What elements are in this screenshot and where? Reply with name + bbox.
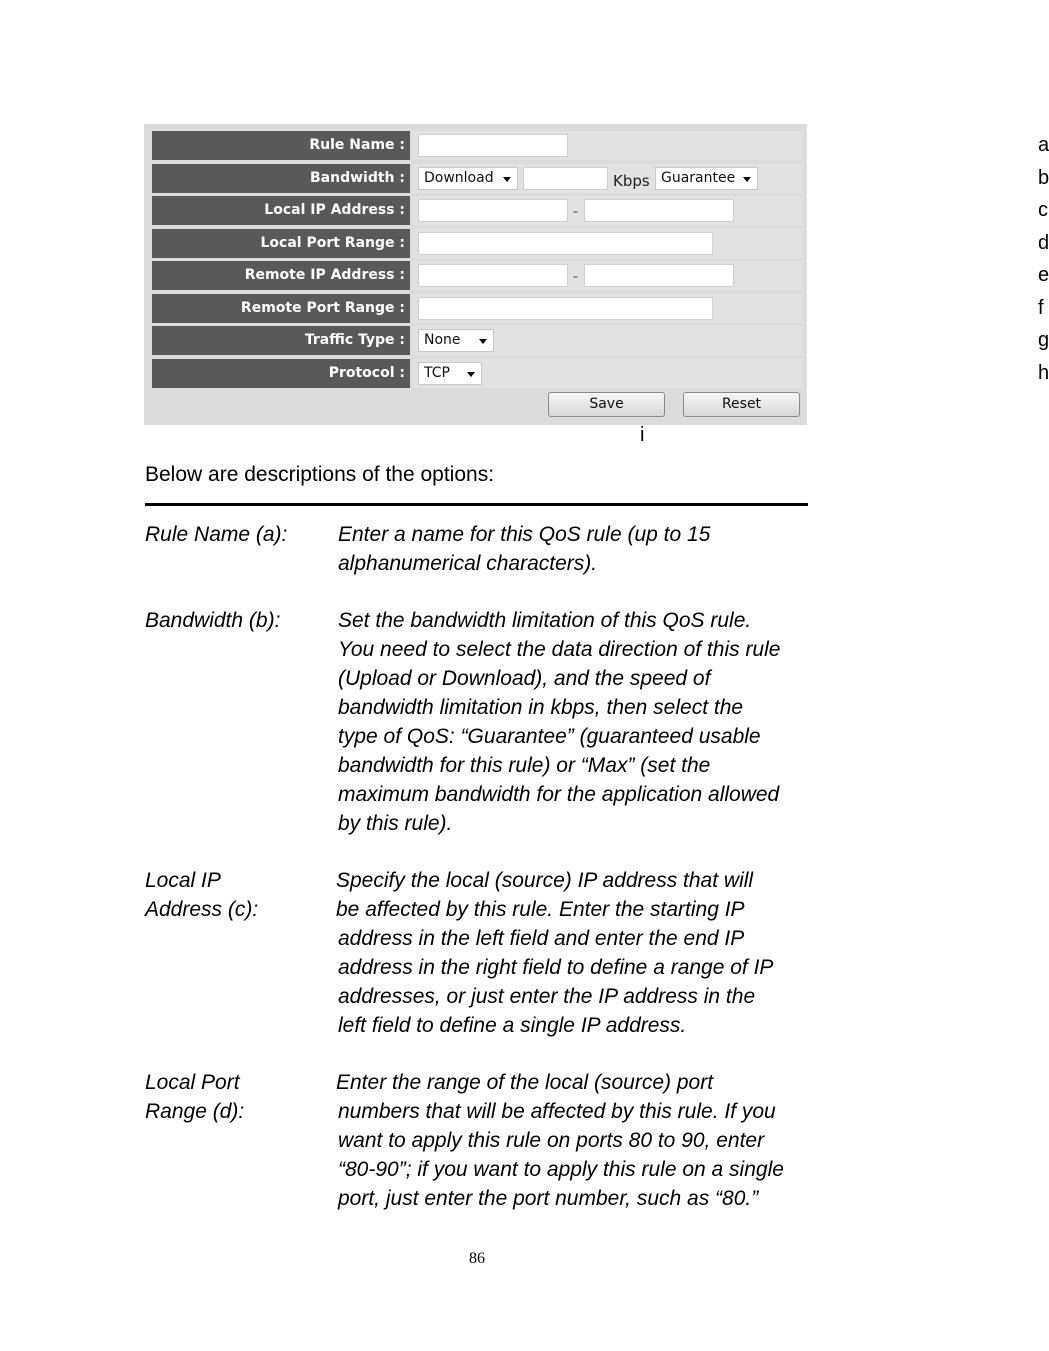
callout-h: h <box>1038 362 1049 384</box>
intro-text: Below are descriptions of the options: <box>145 463 495 486</box>
remote-ip-end-input[interactable] <box>584 264 734 287</box>
local-ip-end-input[interactable] <box>584 199 734 222</box>
remote-port-input[interactable] <box>418 297 713 320</box>
desc-local-ip: Specify the local (source) IP address that will be affected by this rule. Enter the starting IP address in the left field and enter the end IP address in the right field to define a range of IP addresses, or just enter the IP address in the left field to define a single IP address. <box>336 869 774 1037</box>
traffic-type-row <box>152 326 1049 355</box>
local-port-row <box>152 229 1049 258</box>
qos-rule-form <box>144 124 1049 425</box>
reset-button[interactable]: Reset <box>683 392 800 417</box>
local-port-label: Local Port Range : <box>152 229 410 258</box>
qos-type-select[interactable]: Guarantee <box>655 167 758 190</box>
direction-select[interactable]: Download <box>418 167 518 190</box>
protocol-label: Protocol : <box>152 359 410 388</box>
ip-separator: - <box>573 204 579 220</box>
chevron-down-icon <box>743 177 751 182</box>
callout-c: c <box>1038 199 1048 221</box>
page-number: 86 <box>469 1250 485 1267</box>
divider <box>145 503 808 506</box>
remote-port-label: Remote Port Range : <box>152 294 410 323</box>
local-ip-row <box>152 196 1048 225</box>
bandwidth-row <box>152 164 1049 193</box>
kbps-unit: Kbps <box>613 172 650 190</box>
protocol-row <box>152 359 1049 388</box>
desc-local-port: Enter the range of the local (source) port numbers that will be affected by this rule. If you want to apply this rule on ports 80 to 90, enter “80-90”; if you want to apply this rule on a single port, just enter the port number, such as “80.” <box>336 1071 784 1210</box>
bandwidth-input[interactable] <box>523 167 608 190</box>
callout-a: a <box>1038 134 1049 156</box>
term-local-ip: Local IP Address (c): <box>145 869 259 921</box>
rule-name-row <box>152 131 1049 160</box>
callout-g: g <box>1038 329 1049 351</box>
ip-separator: - <box>573 269 579 285</box>
callout-f: f <box>1038 297 1044 319</box>
rule-name-label: Rule Name : <box>152 131 410 160</box>
callout-e: e <box>1038 264 1049 286</box>
protocol-select[interactable]: TCP <box>418 362 482 385</box>
remote-ip-start-input[interactable] <box>418 264 568 287</box>
traffic-type-label: Traffic Type : <box>152 326 410 355</box>
desc-rule-name: Enter a name for this QoS rule (up to 15 alphanumerical characters). <box>338 523 711 575</box>
save-button[interactable]: Save <box>548 392 665 417</box>
desc-bandwidth: Set the bandwidth limitation of this QoS rule. You need to select the data direction of this rule (Upload or Download), and the speed of bandwidth limitation in kbps, then select the type of QoS: “Guarantee” (guaranteed usable bandwidth for this rule) or “Max” (set the maximum bandwidth for the application allowed by this rule). <box>338 609 781 835</box>
bandwidth-label: Bandwidth : <box>152 164 410 193</box>
remote-ip-row <box>152 261 1049 290</box>
term-rule-name: Rule Name (a): <box>145 523 288 546</box>
traffic-type-select[interactable]: None <box>418 329 494 352</box>
rule-name-input[interactable] <box>418 134 568 157</box>
local-ip-start-input[interactable] <box>418 199 568 222</box>
term-local-port: Local Port Range (d): <box>145 1071 245 1123</box>
callout-b: b <box>1038 167 1049 189</box>
term-bandwidth: Bandwidth (b): <box>145 609 281 632</box>
chevron-down-icon <box>479 339 487 344</box>
callout-d: d <box>1038 232 1049 254</box>
local-port-input[interactable] <box>418 232 713 255</box>
callout-i: i <box>640 424 645 446</box>
chevron-down-icon <box>467 372 475 377</box>
remote-port-row <box>152 294 1044 323</box>
local-ip-label: Local IP Address : <box>152 196 410 225</box>
chevron-down-icon <box>503 177 511 182</box>
remote-ip-label: Remote IP Address : <box>152 261 410 290</box>
